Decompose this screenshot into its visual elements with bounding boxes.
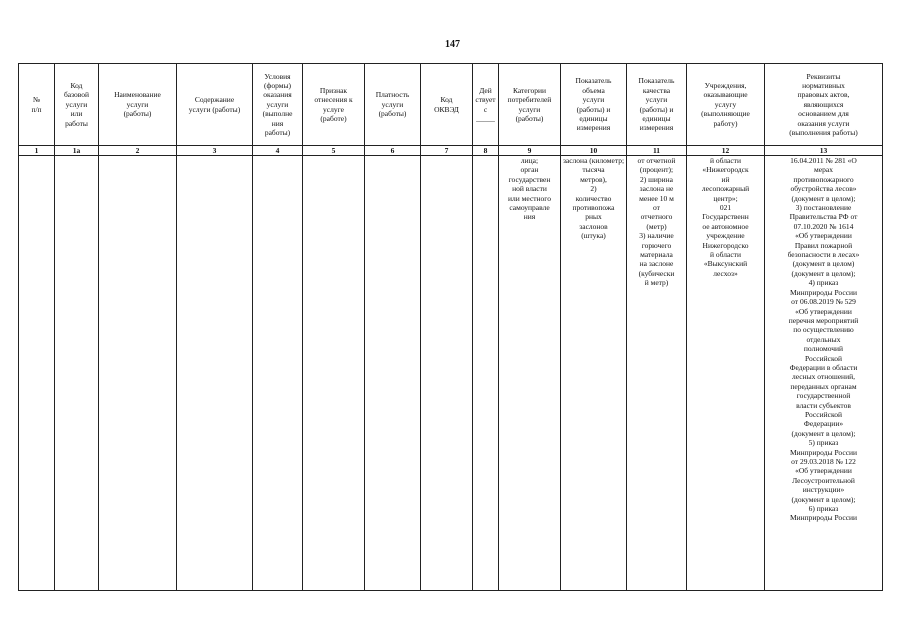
column-number: 3 [177, 146, 253, 156]
volume-indicator-cell: заслона (километр; тысяча метров), 2) количество противопожа рных заслонов (штука) [561, 156, 627, 591]
column-number: 8 [473, 146, 499, 156]
body-cell [253, 156, 303, 591]
institutions-cell: й области «Нижегородск ий лесопожарный центр»; 021 Государственн ое автономное учреждение Нижегородско й области «Выксунский лесхоз» [687, 156, 765, 591]
header-cell: Содержание услуги (работы) [177, 64, 253, 146]
body-cell [473, 156, 499, 591]
body-cell [177, 156, 253, 591]
column-number: 2 [99, 146, 177, 156]
column-number: 13 [765, 146, 883, 156]
column-number: 6 [365, 146, 421, 156]
header-cell: Код ОКВЭД [421, 64, 473, 146]
column-number: 10 [561, 146, 627, 156]
body-cell [303, 156, 365, 591]
header-cell: Реквизиты нормативных правовых актов, являющихся основанием для оказания услуги (выполнения работы) [765, 64, 883, 146]
header-cell: Категории потребителей услуги (работы) [499, 64, 561, 146]
body-cell [55, 156, 99, 591]
body-cell [99, 156, 177, 591]
header-cell: Показатель качества услуги (работы) и единицы измерения [627, 64, 687, 146]
page-number: 147 [445, 39, 460, 50]
consumer-categories-cell: лица; орган государствен ной власти или местного самоуправле ния [499, 156, 561, 591]
header-cell: Учреждения, оказывающие услугу (выполняющие работу) [687, 64, 765, 146]
header-cell: Наименование услуги (работы) [99, 64, 177, 146]
header-cell: Код базовой услуги или работы [55, 64, 99, 146]
body-cell [19, 156, 55, 591]
column-number: 11 [627, 146, 687, 156]
header-cell: Показатель объема услуги (работы) и единицы измерения [561, 64, 627, 146]
header-cell: Условия (формы) оказания услуги (выполне ния работы) [253, 64, 303, 146]
body-cell [365, 156, 421, 591]
body-cell [421, 156, 473, 591]
header-cell: Признак отнесения к услуге (работе) [303, 64, 365, 146]
table-row [19, 156, 883, 591]
header-cell: Платность услуги (работы) [365, 64, 421, 146]
header-cell: Дей ствует с _____ [473, 64, 499, 146]
column-number: 12 [687, 146, 765, 156]
column-number: 1а [55, 146, 99, 156]
column-number: 7 [421, 146, 473, 156]
column-number: 1 [19, 146, 55, 156]
column-number: 4 [253, 146, 303, 156]
legal-acts-cell: 16.04.2011 № 281 «О мерах противопожарного обустройства лесов» (документ в целом); 3) постановление Правительства РФ от 07.10.2020 № 1614 «Об утверждении Правил пожарной безопасности в лесах» (документ в целом) (документ в целом); 4) приказ Минприроды России от 06.08.2019 № 529 «Об утверждении перечня мероприятий по осуществлению отдельных полномочий Российской Федерации в области лесных отношений, переданных органам государственной власти субъектов Российской Федерации» (документ в целом); 5) приказ Минприроды России от 29.03.2018 № 122 «Об утверждении Лесоустроительной инструкции» (документ в целом); 6) приказ Минприроды России [765, 156, 883, 591]
column-number-row [19, 146, 883, 156]
quality-indicator-cell: от отчетной (процент); 2) ширина заслона не менее 10 м от отчетного (метр) 3) наличие горючего материала на заслоне (кубически й метр) [627, 156, 687, 591]
header-row [19, 64, 883, 146]
services-table [18, 63, 883, 591]
column-number: 9 [499, 146, 561, 156]
column-number: 5 [303, 146, 365, 156]
header-cell: № п/п [19, 64, 55, 146]
